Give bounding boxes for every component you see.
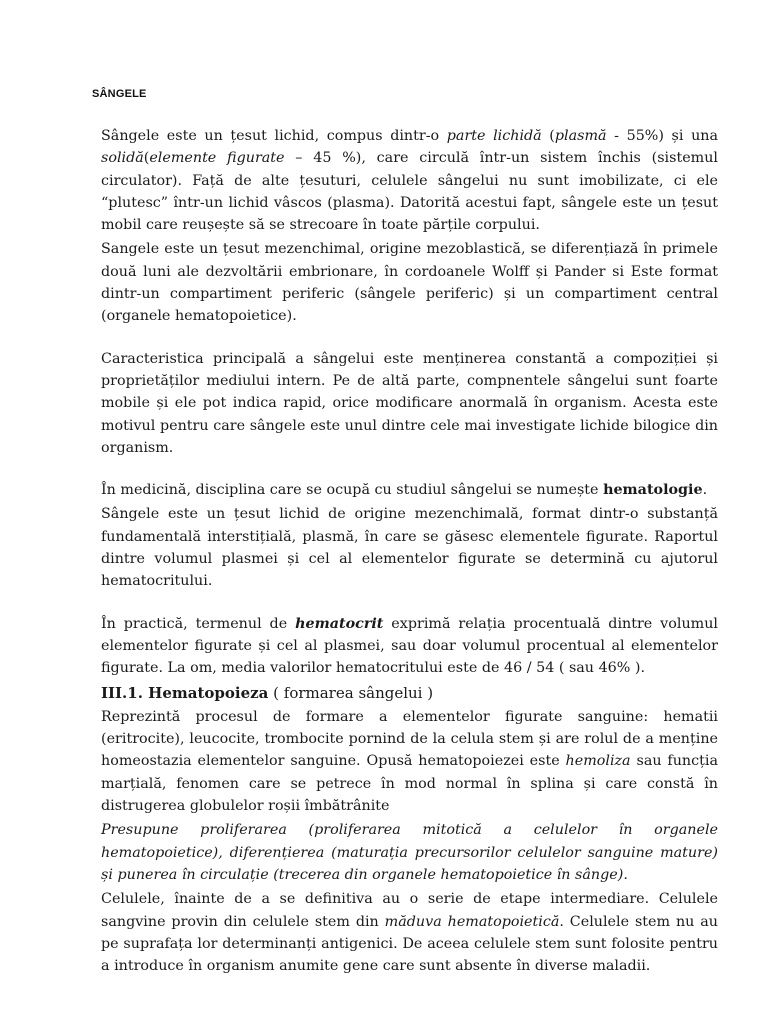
- section-title-rest: ( formarea sângelui ): [268, 683, 434, 702]
- paragraph-stem-cells: [101, 888, 718, 977]
- text-run: (: [143, 150, 150, 167]
- emphasis-text: elemente figurate: [149, 150, 285, 167]
- section-title-bold: III.1. Hematopoieza: [101, 683, 269, 702]
- text-run: Reprezintă procesul de formare a elementelor figurate sanguine: hematii (eritrocite), leucocite, trombocite pornind de la celula stem și are rolul de a menține homeostazia elementelor sanguine. Opusă hematopoiezei este: [101, 708, 718, 770]
- paragraph-characteristics: Caracteristica principală a sângelui este menținerea constantă a compoziției și proprietăților mediului intern. Pe de altă parte, compnentele sângelui sunt foarte mobile și ele pot indica rapid, orice modificare anormală în organism. Acesta este motivul pentru care sângele este unul dintre cele mai investigate lichide bilogice din organism.: [101, 350, 718, 456]
- paragraph-definition: [101, 706, 718, 817]
- bold-italic-term: hematocrit: [295, 615, 384, 632]
- paragraph-origin: Sangele este un țesut mezenchimal, origine mezoblastică, se diferențiază în primele două luni ale dezvoltării embrionare, în cordoanele Wolff și Pander si Este format dintr-un compartiment periferic (sângele periferic) și un compartiment central (organele hematopoietice).: [101, 241, 718, 325]
- text-run: În medicină, disciplina care se ocupă cu studiul sângelui se numește: [101, 482, 604, 499]
- section-title: [101, 682, 718, 704]
- paragraph-process: [101, 819, 718, 886]
- emphasis-text: plasmă: [554, 128, 607, 144]
- text-run: . Celulele stem nu au pe suprafața lor determinanți antigenici. De aceea celulele stem sunt folosite pentru a introduce în organism anumite gene care sunt absente în diverse maladii.: [101, 913, 718, 975]
- paragraph-hematology: [101, 479, 718, 501]
- text-run: Celulele, înainte de a se definitiva au o serie de etape intermediare. Celulele sangvine provin din celulele stem din: [101, 891, 718, 930]
- paragraph-tissue: Sângele este un țesut lichid de origine mezenchimală, format dintr-o substanță fundamentală interstițială, plasmă, în care se găsesc elementele figurate. Raportul dintre volumul plasmei și cel al elementelor figurate se determină cu ajutorul hematocritului.: [101, 506, 718, 590]
- paragraph-composition: [101, 125, 718, 236]
- page-heading: SÂNGELE: [92, 88, 147, 100]
- text-run: exprimă relația procentuală dintre volumul elementelor figurate și cel al plasmei, sau doar volumul procentual al elementelor figurate. La om, media valorilor hematocritului este de 46 / 54 ( sau 46% ).: [101, 615, 718, 677]
- text-run: Sângele este un țesut lichid, compus dintr-o: [101, 128, 447, 144]
- emphasis-text: solidă: [101, 150, 144, 167]
- text-run: – 45 %), care circulă într-un sistem închis (sistemul circulator). Față de alte țesuturi, celulele sângelui nu sunt imobilizate, ci ele “plutesc” într-un lichid vâscos (plasma). Datorită acestui fapt, sângele este un țesut mobil care reușește să se strecoare în toate părțile corpului.: [101, 150, 718, 234]
- emphasis-text: măduva hematopoietică: [384, 913, 560, 930]
- text-run: .: [702, 482, 708, 499]
- document-body: [101, 125, 718, 979]
- text-run: În practică, termenul de: [101, 615, 296, 632]
- text-run: sau funcția marțială, fenomen care se petrece în mod normal în splina și care constă în distrugerea globulelor roșii îmbătrânite: [101, 753, 718, 815]
- emphasis-text: hemoliza: [565, 753, 631, 770]
- emphasis-text: parte lichidă: [446, 128, 542, 144]
- text-run: - 55%) și una: [606, 128, 719, 144]
- text-run: (: [541, 128, 555, 144]
- paragraph-hematocrit: [101, 613, 718, 680]
- bold-term: hematologie: [603, 482, 703, 499]
- emphasis-text: Presupune proliferarea (proliferarea mitotică a celulelor în organele hematopoietice), diferențierea (maturația precursorilor celulelor sanguine mature) și punerea în circulație (trecerea din organele hematopoietice în sânge).: [101, 822, 718, 883]
